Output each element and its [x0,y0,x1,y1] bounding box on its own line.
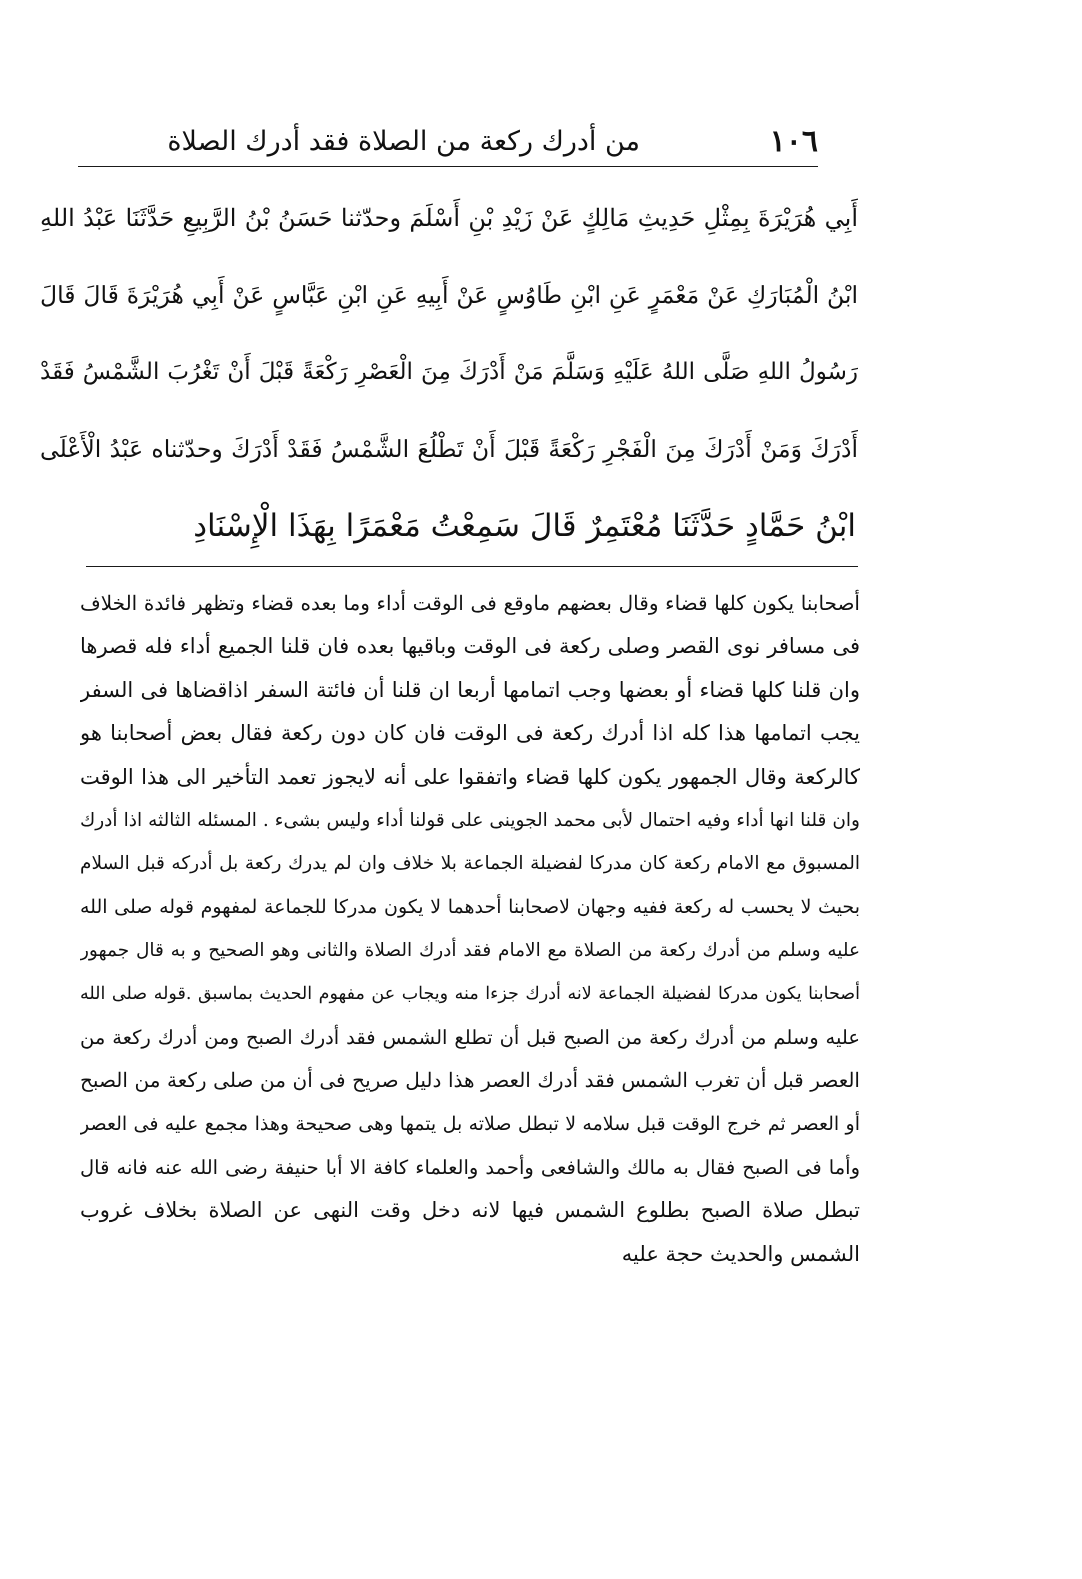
commentary-line: عليه وسلم من أدرك ركعة من الصلاة مع الامام فقد أدرك الصلاة والثانى وهو الصحيح و به قال جمهور [80,940,860,962]
commentary-line: المسبوق مع الامام ركعة كان مدركا لفضيلة الجماعة بلا خلاف وان لم يدرك ركعة بل أدركه قبل السلام [80,853,860,875]
commentary-line: كالركعة وقال الجمهور يكون كلها قضاء واتفقوا على أنه لايجوز تعمد التأخير الى هذا الوقت [80,764,860,789]
commentary-line: عليه وسلم من أدرك ركعة من الصبح قبل أن تطلع الشمس فقد أدرك الصبح ومن أدرك ركعة من [80,1025,860,1049]
page-number: ١٠٦ [769,124,818,159]
commentary-line: وان قلنا انها أداء وفيه احتمال لأبى محمد الجوينى على قولنا أداء وليس بشىء . المسئله الثالثه اذا أدرك [80,809,860,831]
running-title: من أدرك ركعة من الصلاة فقد أدرك الصلاة [167,126,640,157]
hadith-line: رَسُولُ اللهِ صَلَّى اللهُ عَلَيْهِ وَسَلَّمَ مَنْ أَدْرَكَ مِنَ الْعَصْرِ رَكْعَةً قَبْلَ أَنْ تَغْرُبَ الشَّمْسُ فَقَدْ [40,359,858,385]
section-divider-rule [86,566,858,567]
commentary-line: أصحابنا يكون مدركا لفضيلة الجماعة لانه أدرك جزءا منه ويجاب عن مفهوم الحديث بماسبق .قوله صلى الله [80,983,860,1004]
commentary-line: الشمس والحديث حجة عليه [621,1241,860,1266]
commentary-line: بحيث لا يحسب له ركعة ففيه وجهان لاصحابنا أحدهما لا يكون مدركا للجماعة لمفهوم قوله صلى الله [80,895,860,918]
commentary-line: فى مسافر نوى القصر وصلى ركعة فى الوقت وباقيها بعده فان قلنا الجميع أداء فله قصرها [80,634,860,659]
commentary-line: وان قلنا كلها قضاء أو بعضها وجب اتمامها أربعا ان قلنا أن فائتة السفر اذاقضاها فى السفر [80,677,860,702]
commentary-line: العصر قبل أن تغرب الشمس فقد أدرك العصر هذا دليل صريح فى أن من صلى ركعة من الصبح [80,1068,860,1093]
commentary-line: وأما فى الصبح فقال به مالك والشافعى وأحمد والعلماء كافة الا أبا حنيفة رضى الله عنه فانه قال [80,1156,860,1180]
commentary-line: أصحابنا يكون كلها قضاء وقال بعضهم ماوقع فى الوقت أداء وما بعده قضاء وتظهر فائدة الخلاف [80,591,860,615]
hadith-text-block [40,180,858,565]
commentary-line: يجب اتمامها هذا كله اذا أدرك ركعة فى الوقت فان كان دون ركعة فقال بعض أصحابنا هو [80,721,860,746]
page-header [78,118,818,166]
hadith-line: ابْنُ حَمَّادٍ حَدَّثَنَا مُعْتَمِرٌ قَالَ سَمِعْتُ مَعْمَرًا بِهَذَا الْإِسْنَادِ [193,508,856,544]
commentary-text-block [80,582,860,1276]
commentary-line: تبطل صلاة الصبح بطلوع الشمس فيها لانه دخل وقت النهى عن الصلاة بخلاف غروب [80,1198,860,1223]
header-rule [78,166,818,167]
hadith-line: أَبِي هُرَيْرَةَ بِمِثْلِ حَدِيثِ مَالِكٍ عَنْ زَيْدِ بْنِ أَسْلَمَ وحدّثنا حَسَنُ بْنُ الرَّبِيعِ حَدَّثَنَا عَبْدُ اللهِ [40,204,858,232]
hadith-line: أَدْرَكَ وَمَنْ أَدْرَكَ مِنَ الْفَجْرِ رَكْعَةً قَبْلَ أَنْ تَطْلُعَ الشَّمْسُ فَقَدْ أَدْرَكَ وحدّثناه عَبْدُ الْأَعْلَى [40,435,858,463]
hadith-line: ابْنُ الْمُبَارَكِ عَنْ مَعْمَرٍ عَنِ ابْنِ طَاوُسٍ عَنْ أَبِيهِ عَنِ ابْنِ عَبَّاسٍ عَنْ أَبِي هُرَيْرَةَ قَالَ قَالَ [40,281,858,309]
commentary-line: أو العصر ثم خرج الوقت قبل سلامه لا تبطل صلاته بل يتمها وهى صحيحة وهذا مجمع عليه فى العصر [80,1112,860,1135]
